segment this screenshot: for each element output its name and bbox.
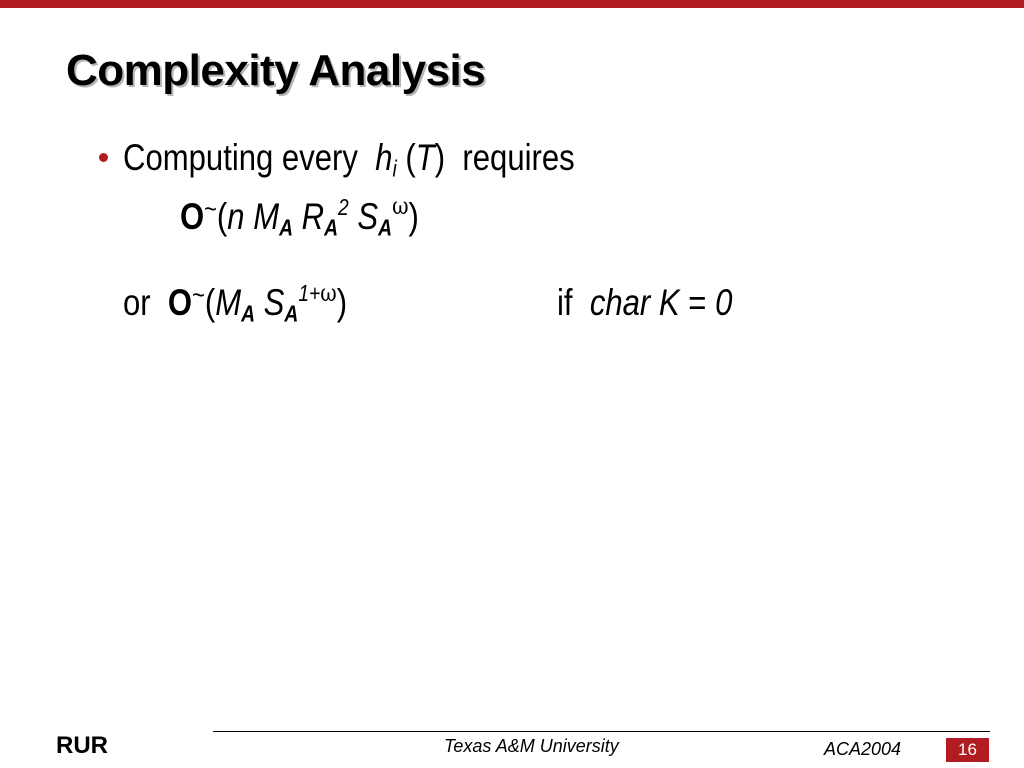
S-symbol: S [357, 196, 379, 237]
slide-title: Complexity Analysis [66, 46, 486, 95]
footer-university: Texas A&M University [444, 736, 619, 756]
M-symbol: M [215, 282, 242, 323]
open-paren: ( [216, 196, 228, 237]
open-paren: ( [405, 137, 416, 178]
close-paren: ) [336, 282, 348, 323]
h-symbol: h [375, 137, 393, 178]
or-text: or [123, 282, 151, 323]
S-symbol: S [263, 282, 285, 323]
exponent-1-plus-omega [298, 280, 336, 306]
char-k-text: char K [589, 282, 680, 323]
tilde-symbol: ~ [204, 193, 217, 224]
computing-every-text: Computing every [123, 137, 358, 178]
A-subscript: A [324, 214, 339, 241]
n-symbol: n [227, 196, 245, 237]
condition-char-k-zero [557, 282, 732, 324]
footer-logo-text: RUR [56, 732, 108, 759]
open-paren: ( [204, 282, 216, 323]
footer-conference: ACA2004 [824, 739, 902, 759]
A-subscript: A [284, 300, 299, 327]
requires-text: requires [462, 137, 575, 178]
top-accent-bar [0, 0, 1024, 8]
bullet-dot-icon [99, 153, 108, 162]
omega-exponent: ω [320, 278, 337, 307]
A-subscript: A [241, 300, 256, 327]
if-text: if [557, 282, 573, 323]
i-subscript: i [392, 155, 397, 182]
equals-sign: = [688, 282, 707, 323]
slide-number-badge: 16 [946, 738, 989, 762]
exponent-1-plus: 1+ [298, 279, 321, 306]
A-subscript: A [378, 214, 393, 241]
close-paren: ) [408, 196, 419, 237]
complexity-general-formula [180, 192, 419, 241]
T-symbol: T [415, 137, 435, 178]
complexity-char0-formula [123, 278, 348, 327]
footer-divider [213, 731, 990, 732]
tilde-symbol: ~ [192, 279, 205, 310]
R-symbol: R [301, 196, 325, 237]
big-o-symbol: O [180, 196, 205, 237]
big-o-symbol: O [167, 282, 193, 323]
bullet-text-line [123, 137, 575, 182]
omega-exponent: ω [392, 192, 409, 221]
close-paren: ) [434, 137, 446, 178]
zero-value: 0 [715, 282, 733, 323]
A-subscript: A [279, 214, 294, 241]
M-symbol: M [253, 196, 280, 237]
exponent-2: 2 [338, 193, 349, 220]
